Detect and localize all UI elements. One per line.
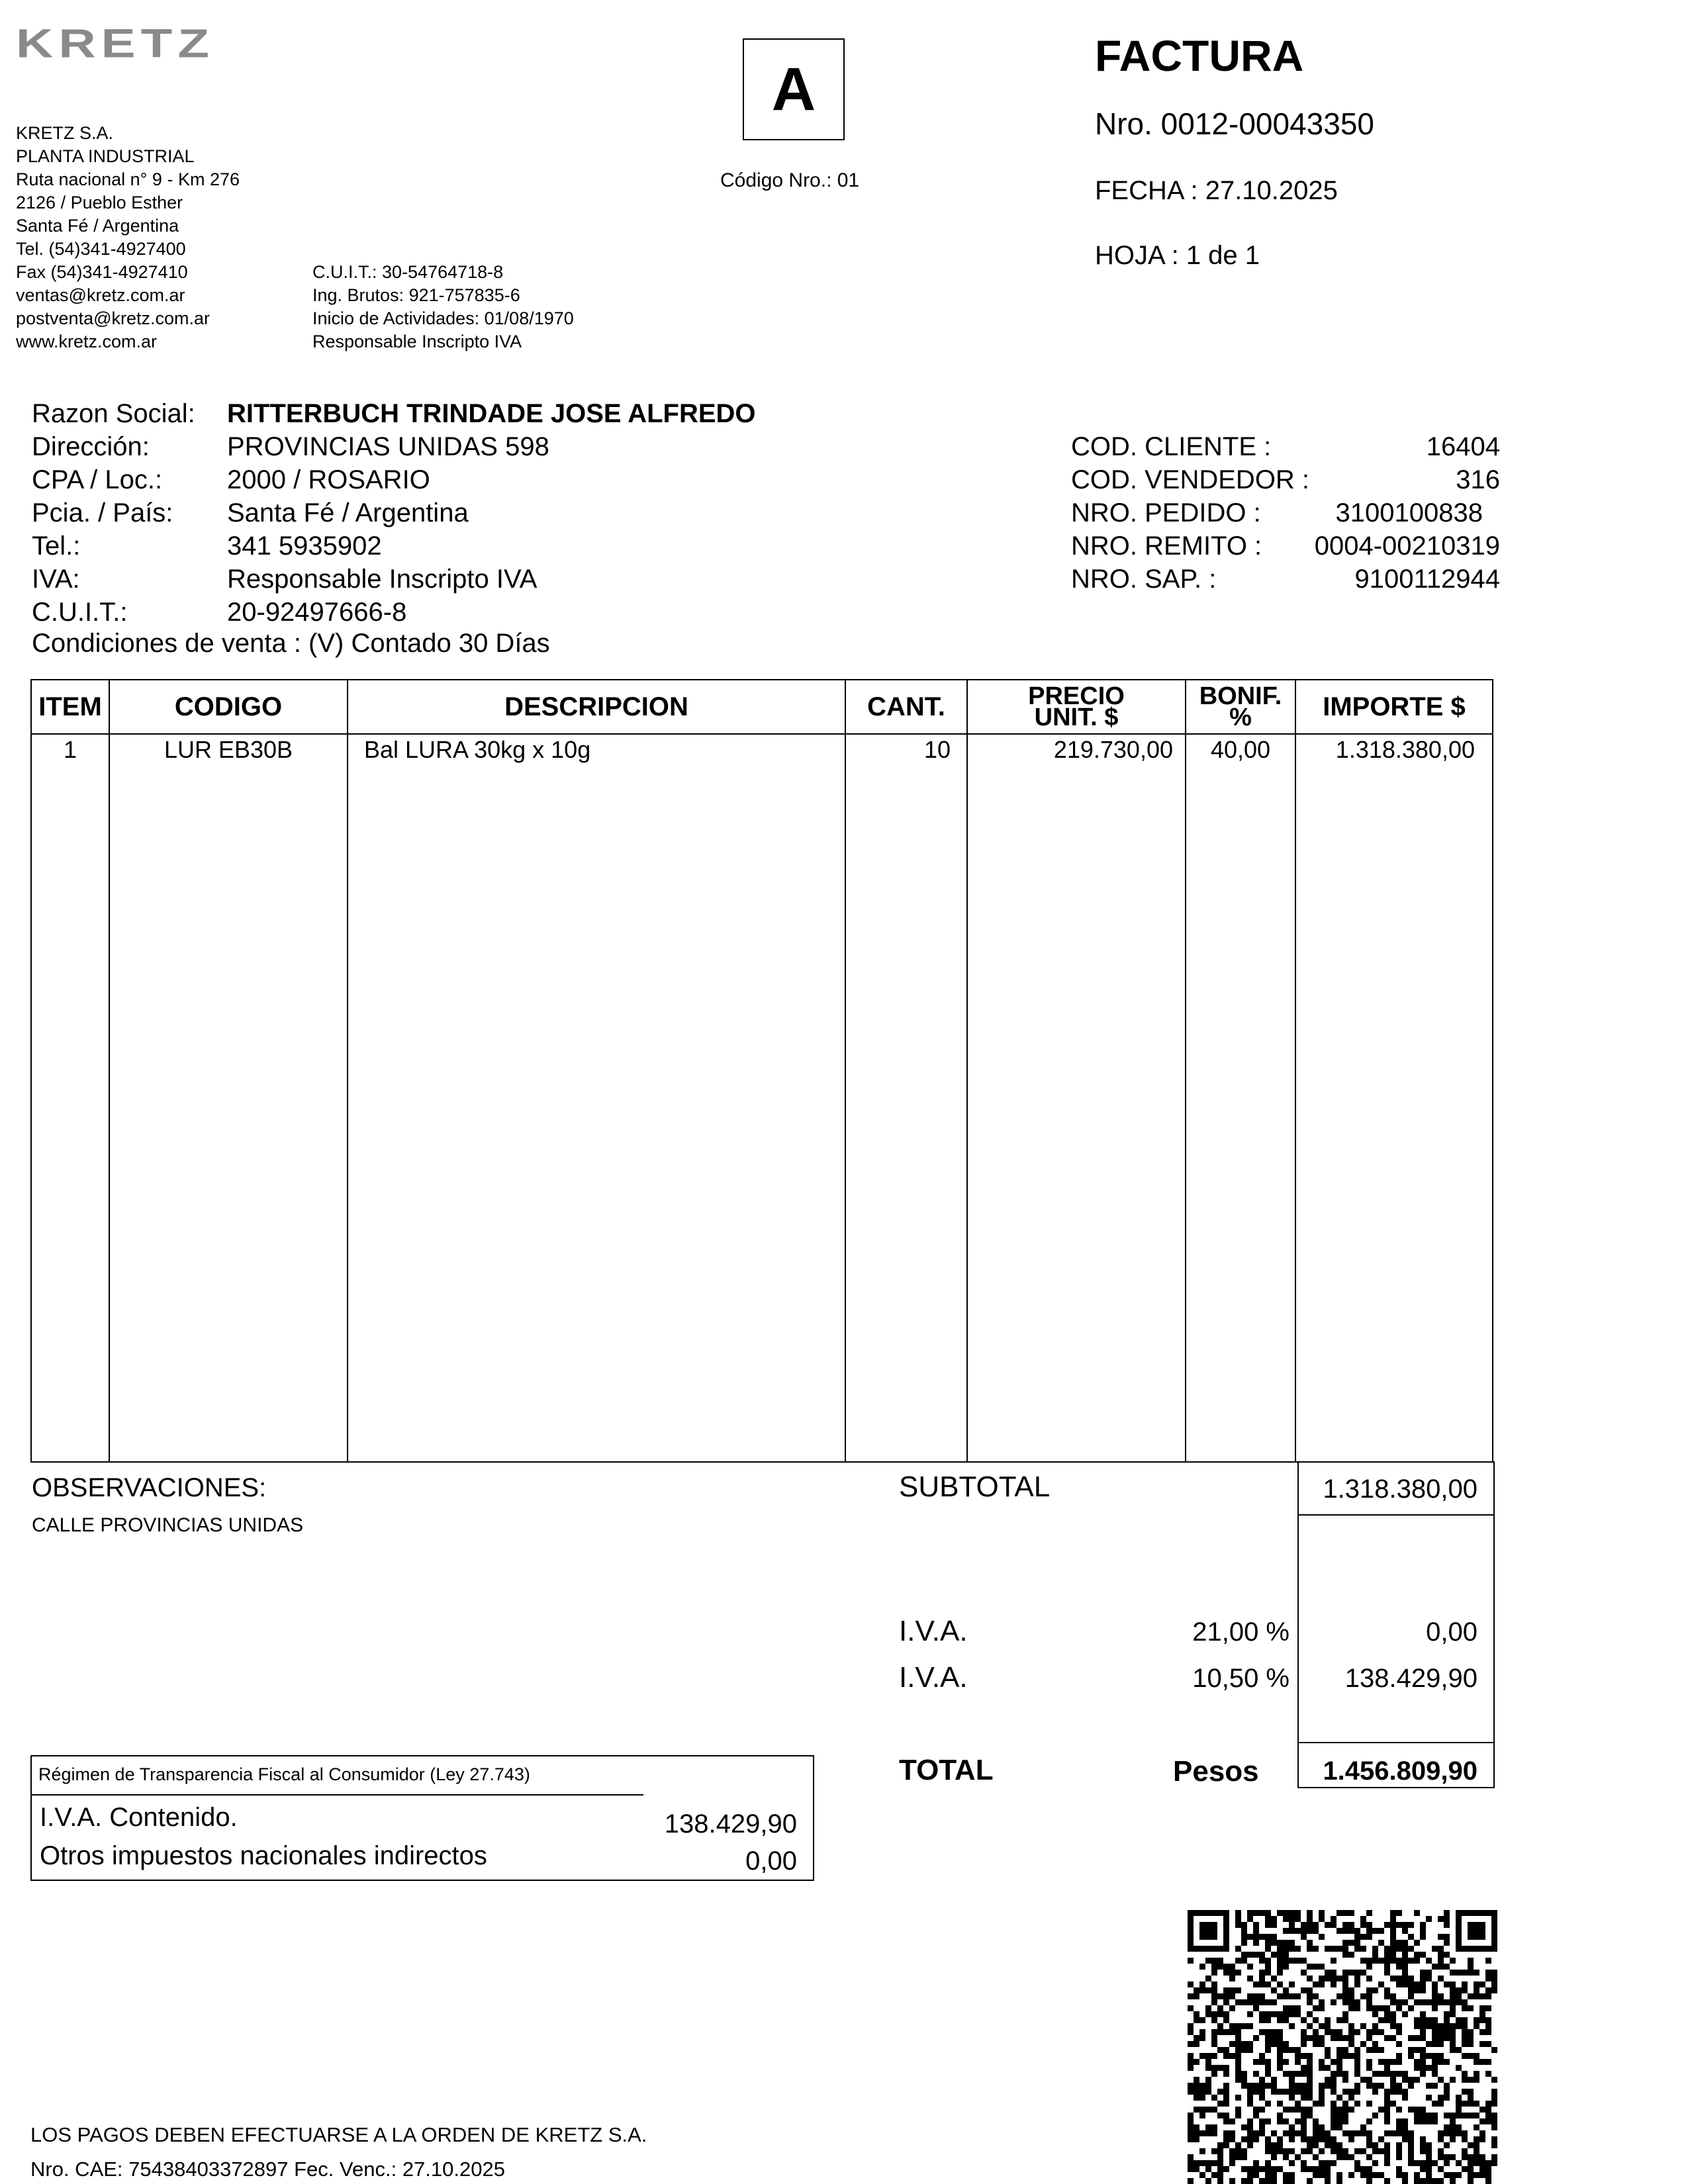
client-row bbox=[32, 596, 756, 629]
client-value: PROVINCIAS UNIDAS 598 bbox=[227, 432, 549, 461]
invoice-code: Código Nro.: 01 bbox=[720, 169, 860, 191]
company-line: PLANTA INDUSTRIAL bbox=[16, 146, 195, 166]
fiscal-line: Ing. Brutos: 921-757835-6 bbox=[312, 285, 520, 305]
client-row bbox=[32, 397, 756, 430]
cell-item: 1 bbox=[63, 736, 77, 763]
invoice-type-box: A bbox=[743, 38, 845, 140]
cell-importe: 1.318.380,00 bbox=[1335, 736, 1475, 763]
col-header-precio-line1: PRECIO bbox=[1028, 682, 1125, 710]
amount-divider bbox=[1297, 1514, 1495, 1516]
col-header-item: ITEM bbox=[38, 692, 102, 721]
column-divider bbox=[109, 680, 110, 1461]
company-line: www.kretz.com.ar bbox=[16, 332, 158, 351]
iva-amount: 138.429,90 bbox=[1344, 1664, 1477, 1693]
client-row bbox=[32, 463, 756, 496]
client-info bbox=[32, 397, 756, 629]
fiscal-line: Inicio de Actividades: 01/08/1970 bbox=[312, 308, 574, 328]
invoice-title: FACTURA bbox=[1095, 31, 1304, 80]
cell-descripcion: Bal LURA 30kg x 10g bbox=[364, 736, 591, 763]
client-value: Responsable Inscripto IVA bbox=[227, 565, 538, 594]
client-label: CPA / Loc.: bbox=[32, 465, 163, 494]
meta-value: 316 bbox=[1456, 465, 1500, 494]
observations-text: CALLE PROVINCIAS UNIDAS bbox=[32, 1514, 304, 1536]
column-divider bbox=[966, 680, 968, 1461]
company-line: Tel. (54)341-4927400 bbox=[16, 239, 186, 259]
fiscal-line: C.U.I.T.: 30-54764718-8 bbox=[312, 262, 504, 282]
client-value: 341 5935902 bbox=[227, 531, 382, 561]
client-label: Dirección: bbox=[32, 432, 150, 461]
transparency-regime-box bbox=[30, 1755, 814, 1881]
totals-amount-box bbox=[1297, 1461, 1495, 1788]
company-line: ventas@kretz.com.ar bbox=[16, 285, 185, 305]
col-header-bonif-line1: BONIF. bbox=[1199, 682, 1282, 710]
invoice-number: Nro. 0012-00043350 bbox=[1095, 107, 1374, 141]
subtotal-label: SUBTOTAL bbox=[899, 1471, 1051, 1503]
client-row bbox=[32, 529, 756, 563]
meta-label: NRO. PEDIDO : bbox=[1071, 498, 1261, 527]
column-divider bbox=[347, 680, 348, 1461]
col-header-bonif-line2: % bbox=[1229, 704, 1252, 731]
company-address bbox=[16, 122, 240, 353]
meta-value: 0004-00210319 bbox=[1314, 531, 1500, 561]
client-value: 20-92497666-8 bbox=[227, 598, 407, 627]
regime-divider bbox=[32, 1794, 643, 1796]
iva-amount: 0,00 bbox=[1426, 1617, 1477, 1647]
fiscal-line: Responsable Inscripto IVA bbox=[312, 332, 522, 351]
client-value: RITTERBUCH TRINDADE JOSE ALFREDO bbox=[227, 399, 756, 428]
cell-precio: 219.730,00 bbox=[1053, 736, 1173, 763]
invoice-page: HOJA : 1 de 1 bbox=[1095, 241, 1260, 270]
observations-label: OBSERVACIONES: bbox=[32, 1473, 267, 1502]
client-row bbox=[32, 496, 756, 529]
col-header-cant: CANT. bbox=[867, 692, 945, 721]
header-divider bbox=[32, 733, 1492, 735]
meta-label: NRO. REMITO : bbox=[1071, 531, 1262, 561]
regime-other-label: Otros impuestos nacionales indirectos bbox=[40, 1841, 487, 1870]
items-table bbox=[30, 679, 1493, 1463]
amount-divider bbox=[1297, 1742, 1495, 1743]
company-line: Santa Fé / Argentina bbox=[16, 216, 179, 236]
subtotal-amount: 1.318.380,00 bbox=[1323, 1475, 1477, 1504]
iva-rate: 21,00 % bbox=[1192, 1617, 1289, 1647]
meta-row bbox=[1071, 430, 1500, 463]
company-line: KRETZ S.A. bbox=[16, 123, 114, 143]
meta-row bbox=[1071, 463, 1500, 496]
order-meta bbox=[1071, 430, 1500, 596]
iva-label: I.V.A. bbox=[899, 1661, 968, 1694]
col-header-bonif bbox=[1186, 680, 1295, 733]
meta-label: NRO. SAP. : bbox=[1071, 565, 1217, 594]
column-divider bbox=[845, 680, 846, 1461]
company-line: Ruta nacional n° 9 - Km 276 bbox=[16, 169, 240, 189]
client-value: Santa Fé / Argentina bbox=[227, 498, 469, 527]
meta-row bbox=[1071, 563, 1500, 596]
meta-row bbox=[1071, 529, 1500, 563]
payment-note: LOS PAGOS DEBEN EFECTUARSE A LA ORDEN DE KRETZ S.A. bbox=[30, 2123, 647, 2146]
col-header-precio bbox=[968, 680, 1185, 733]
col-header-codigo: CODIGO bbox=[174, 692, 283, 721]
company-logo: KRETZ bbox=[16, 20, 214, 66]
client-row bbox=[32, 430, 756, 463]
meta-row bbox=[1071, 496, 1500, 529]
meta-value: 9100112944 bbox=[1354, 565, 1500, 594]
column-divider bbox=[1185, 680, 1186, 1461]
meta-value: 3100100838 bbox=[1335, 498, 1483, 527]
company-line: postventa@kretz.com.ar bbox=[16, 308, 211, 328]
meta-value: 16404 bbox=[1426, 432, 1500, 461]
cell-bonif: 40,00 bbox=[1210, 736, 1271, 763]
regime-iva-value: 138.429,90 bbox=[664, 1809, 797, 1839]
regime-title: Régimen de Transparencia Fiscal al Consumidor (Ley 27.743) bbox=[38, 1764, 530, 1784]
client-row bbox=[32, 563, 756, 596]
col-header-precio-line2: UNIT. $ bbox=[1034, 704, 1119, 731]
total-label: TOTAL bbox=[899, 1754, 994, 1786]
cell-codigo: LUR EB30B bbox=[164, 736, 293, 763]
sale-conditions: Condiciones de venta : (V) Contado 30 Días bbox=[32, 629, 550, 658]
regime-iva-label: I.V.A. Contenido. bbox=[40, 1803, 238, 1832]
regime-other-value: 0,00 bbox=[745, 1846, 797, 1876]
meta-label: COD. VENDEDOR : bbox=[1071, 465, 1310, 494]
amount-divider bbox=[1297, 1787, 1495, 1788]
company-fiscal-info bbox=[312, 261, 574, 353]
iva-label: I.V.A. bbox=[899, 1615, 968, 1647]
col-header-importe: IMPORTE $ bbox=[1323, 692, 1466, 721]
column-divider bbox=[1295, 680, 1296, 1461]
cae-info: Nro. CAE: 75438403372897 Fec. Venc.: 27.10.2025 bbox=[30, 2158, 505, 2181]
client-label: Pcia. / País: bbox=[32, 498, 173, 527]
invoice-date: FECHA : 27.10.2025 bbox=[1095, 176, 1338, 205]
company-line: Fax (54)341-4927410 bbox=[16, 262, 188, 282]
client-label: C.U.I.T.: bbox=[32, 598, 128, 627]
meta-label: COD. CLIENTE : bbox=[1071, 432, 1272, 461]
cell-cant: 10 bbox=[923, 736, 951, 763]
total-amount: 1.456.809,90 bbox=[1323, 1756, 1477, 1786]
client-label: IVA: bbox=[32, 565, 80, 594]
iva-rate: 10,50 % bbox=[1192, 1664, 1289, 1693]
col-header-descripcion: DESCRIPCION bbox=[504, 692, 688, 721]
company-line: 2126 / Pueblo Esther bbox=[16, 193, 183, 212]
client-label: Razon Social: bbox=[32, 399, 195, 428]
currency-label: Pesos bbox=[1173, 1755, 1259, 1788]
client-value: 2000 / ROSARIO bbox=[227, 465, 430, 494]
client-label: Tel.: bbox=[32, 531, 81, 561]
qr-code bbox=[1188, 1910, 1497, 2184]
